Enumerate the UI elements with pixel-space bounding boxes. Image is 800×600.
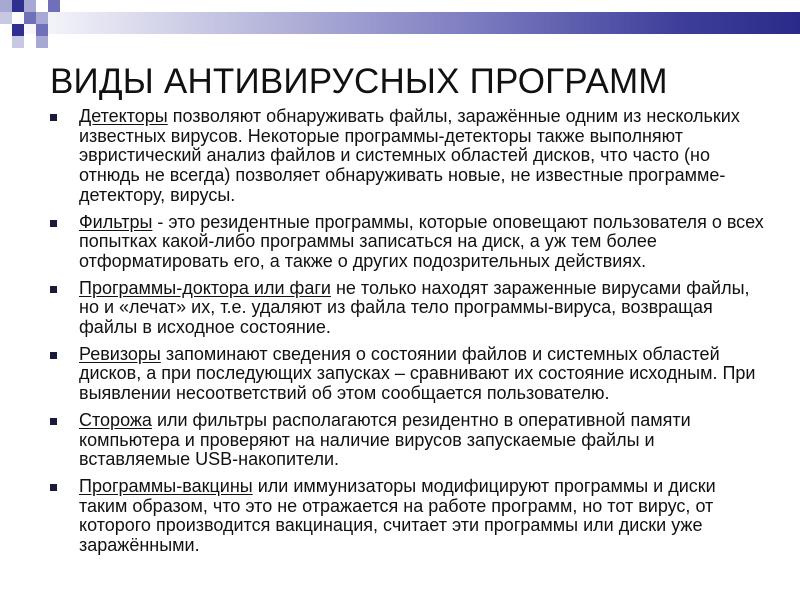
decor-square <box>36 36 48 48</box>
decor-square <box>0 12 12 24</box>
list-item <box>48 345 768 404</box>
item-text: или иммунизаторы модифицируют программы и диски таким образом, что это не отражается на работе программ, но тот вирус, от которого производится вакцинация, считает эти программы или диски уже заражёнными. <box>79 475 716 556</box>
item-text: или фильтры располагаются резидентно в оперативной памяти компьютера и проверяют на наличие вирусов запускаемые файлы и вставляемые USB-накопители. <box>79 409 691 470</box>
term-auditors: Ревизоры <box>79 343 161 364</box>
list-item <box>48 477 768 556</box>
decor-square <box>12 24 24 36</box>
term-detectors: Детекторы <box>79 106 168 126</box>
term-filters: Фильтры <box>79 211 153 232</box>
square-bullet-icon <box>50 418 57 425</box>
item-text: запоминают сведения о состоянии файлов и системных областей дисков, а при последующих запусках – сравнивают их состояние исходным. При выявлении несоответствий об этом сообщается пользователю. <box>79 343 756 404</box>
decor-square <box>12 0 24 12</box>
item-text: не только находят зараженные вирусами файлы, но и «лечат» их, т.е. удаляют из файла тело программы-вируса, возвращая файлы в исходное состояние. <box>79 277 750 338</box>
list-item <box>48 213 768 272</box>
header-gradient-band <box>0 12 800 34</box>
decor-square <box>0 0 12 12</box>
square-bullet-icon <box>50 352 57 359</box>
decor-square <box>36 24 48 36</box>
square-bullet-icon <box>50 114 57 121</box>
list-item <box>48 107 768 206</box>
square-bullet-icon <box>50 484 57 491</box>
item-text: - это резидентные программы, которые оповещают пользователя о всех попытках какой-либо программы записаться на диск, а уж тем более отформатировать его, а также о других подозрительных действиях. <box>79 211 764 271</box>
decor-square <box>36 12 48 24</box>
decor-square <box>48 0 60 12</box>
decor-square <box>24 12 36 24</box>
term-doctors: Программы-доктора или фаги <box>79 277 331 298</box>
term-vaccines: Программы-вакцины <box>79 475 253 496</box>
square-bullet-icon <box>50 220 57 227</box>
term-watchdogs: Сторожа <box>79 409 152 430</box>
decor-square <box>12 36 24 48</box>
square-bullet-icon <box>50 286 57 293</box>
decor-square <box>24 0 36 12</box>
slide-title: ВИДЫ АНТИВИРУСНЫХ ПРОГРАММ <box>50 62 668 101</box>
checker-squares-icon <box>0 0 80 50</box>
bullet-list <box>48 107 768 563</box>
list-item <box>48 279 768 338</box>
list-item <box>48 411 768 470</box>
item-text: позволяют обнаруживать файлы, заражённые одним из нескольких известных вирусов. Некоторые программы-детекторы также выполняют эвристический анализ файлов и системных областей дисков, что часто (но отнюдь не всегда) позволяет обнаруживать новые, не известные программе-детектору, вирусы. <box>79 106 740 205</box>
